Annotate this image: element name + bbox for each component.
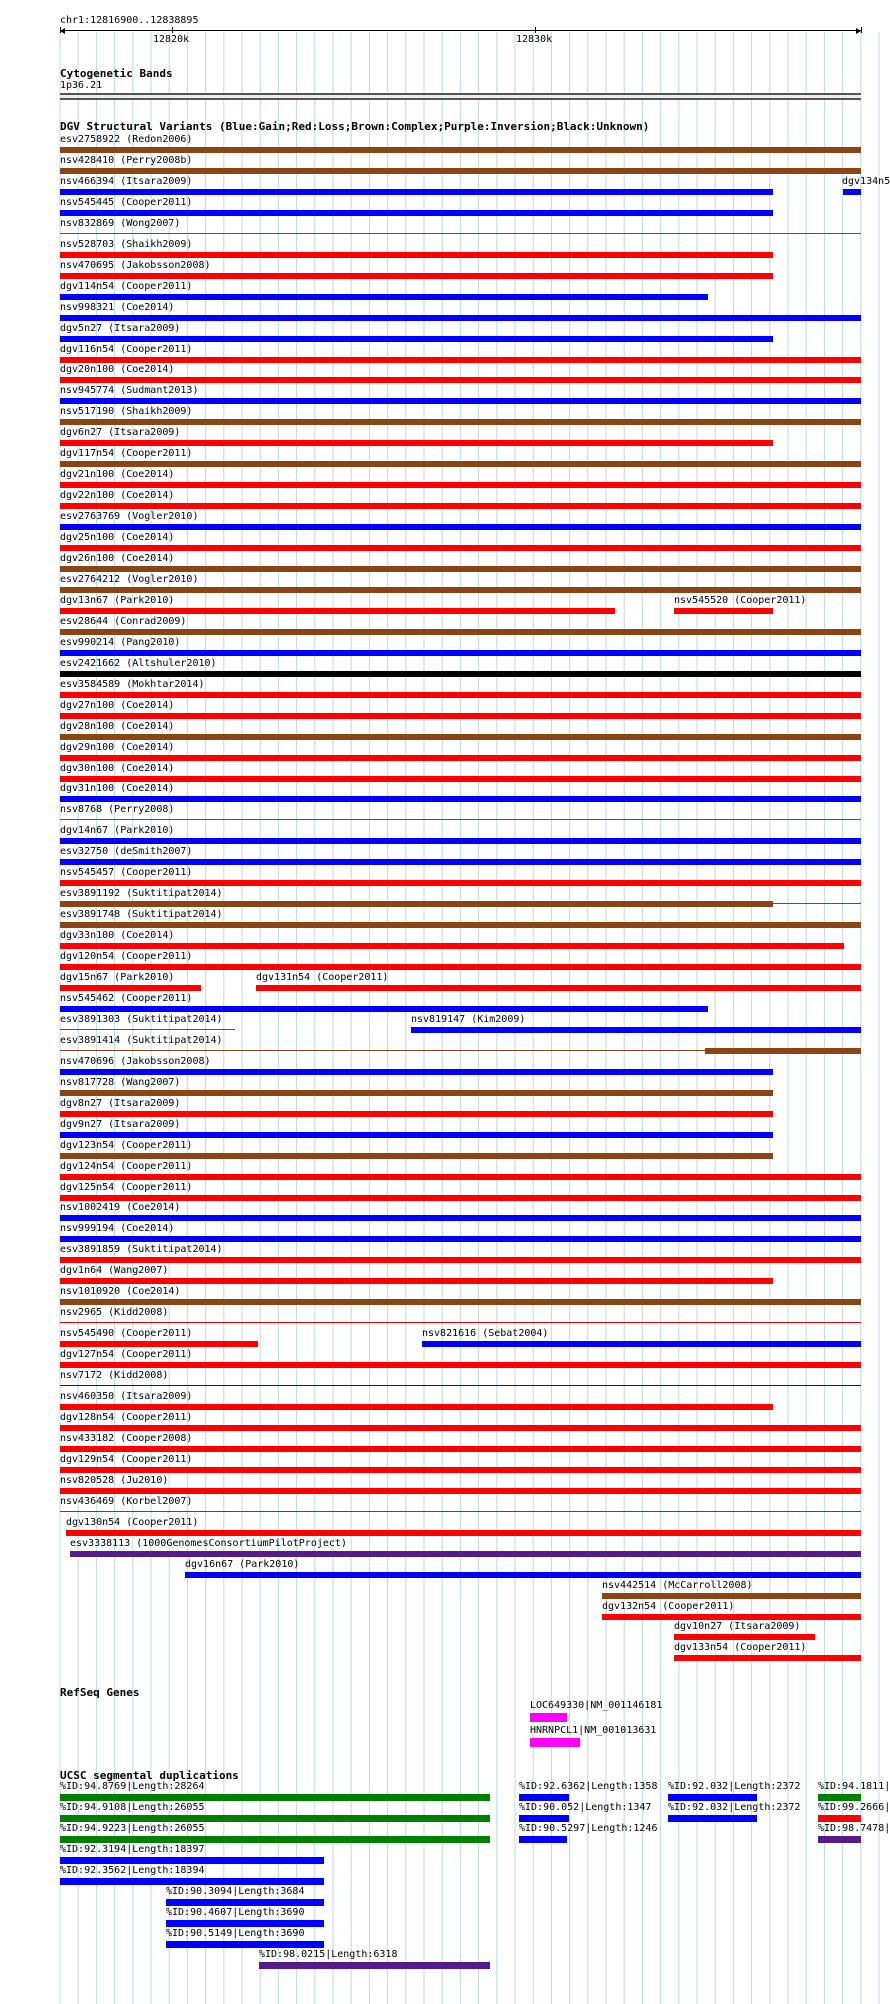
variant-bar[interactable] (602, 1614, 861, 1620)
ruler-axis (60, 30, 861, 31)
variant-bar[interactable] (705, 1048, 861, 1054)
variant-label[interactable]: nsv545457 (Cooper2011) (60, 867, 193, 879)
variant-bar[interactable] (60, 1278, 773, 1284)
variant-bar[interactable] (60, 147, 861, 153)
segdup-track-title: UCSC segmental duplications (60, 1769, 239, 1782)
coordinate-label: chr1:12816900..12838895 (60, 15, 199, 26)
variant-label[interactable]: nsv545445 (Cooper2011) (60, 196, 193, 208)
cytoband-label: 1p36.21 (60, 80, 103, 91)
variant-label[interactable]: dgv25n100 (Coe2014) (60, 532, 175, 544)
variant-bar[interactable] (60, 692, 861, 698)
gene-label[interactable]: HNRNPCL1|NM_001013631 (530, 1725, 657, 1736)
segdup-label[interactable]: %ID:94.8769|Length:28264 (60, 1781, 205, 1792)
variant-label[interactable]: dgv9n27 (Itsara2009) (60, 1118, 181, 1130)
dgv-track-title: DGV Structural Variants (Blue:Gain;Red:Loss;Brown:Complex;Purple:Inversion;Black:Unknown) (60, 120, 650, 133)
variant-label[interactable]: nsv460350 (Itsara2009) (60, 1391, 193, 1402)
variant-bar[interactable] (60, 168, 861, 174)
variant-label[interactable]: dgv28n100 (Coe2014) (60, 720, 175, 732)
variant-label[interactable]: esv2758922 (Redon2006) (60, 134, 193, 145)
variant-bar[interactable] (60, 233, 861, 234)
variant-label[interactable]: esv32750 (deSmith2007) (60, 846, 193, 858)
segdup-label[interactable]: %ID:92.032|Length:2372 (668, 1802, 801, 1813)
variant-label[interactable]: nsv528703 (Shaikh2009) (60, 238, 193, 250)
segdup-label[interactable]: %ID:98.7478| (818, 1823, 890, 1834)
cytoband-track-title: Cytogenetic Bands (60, 67, 173, 80)
variant-label[interactable]: esv3584589 (Mokhtar2014) (60, 678, 205, 690)
segdup-label[interactable]: %ID:94.1811| (818, 1781, 890, 1792)
variant-label[interactable]: nsv436469 (Korbel2007) (60, 1495, 193, 1507)
variant-label[interactable]: dgv123n54 (Cooper2011) (60, 1139, 193, 1151)
variant-bar[interactable] (60, 1425, 861, 1431)
refseq-track-title: RefSeq Genes (60, 1686, 140, 1699)
variant-label[interactable]: nsv470696 (Jakobsson2008) (60, 1055, 211, 1067)
variant-bar[interactable] (60, 901, 773, 907)
variant-bar[interactable] (773, 903, 861, 904)
variant-bar[interactable] (60, 1029, 235, 1030)
variant-label[interactable]: esv2763769 (Vogler2010) (60, 511, 199, 523)
variant-bar[interactable] (60, 357, 861, 363)
segdup-bar[interactable] (818, 1794, 861, 1801)
ruler-tick (861, 27, 862, 33)
variant-bar[interactable] (60, 587, 861, 593)
segdup-bar[interactable] (60, 1794, 490, 1801)
variant-bar[interactable] (60, 336, 773, 342)
tick-label: 12820k (153, 34, 190, 45)
variant-label[interactable]: nsv832869 (Wong2007) (60, 217, 181, 229)
variant-bar[interactable] (60, 294, 708, 300)
variant-label[interactable]: esv3891414 (Suktitipat2014) (60, 1034, 223, 1046)
variant-label[interactable]: dgv132n54 (Cooper2011) (602, 1600, 735, 1612)
variant-label[interactable]: nsv428410 (Perry2008b) (60, 154, 193, 166)
tick-label: 12830k (516, 34, 553, 45)
variant-bar[interactable] (60, 1341, 258, 1347)
variant-label[interactable]: dgv30n100 (Coe2014) (60, 762, 175, 774)
variant-bar[interactable] (60, 880, 861, 886)
segdup-label[interactable]: %ID:90.5149|Length:3690 (166, 1928, 305, 1939)
variant-label[interactable]: nsv2965 (Kidd2008) (60, 1307, 169, 1319)
variant-label[interactable]: dgv5n27 (Itsara2009) (60, 322, 181, 334)
variant-label[interactable]: dgv127n54 (Cooper2011) (60, 1349, 193, 1361)
variant-label[interactable]: nsv433182 (Cooper2008) (60, 1432, 193, 1444)
segdup-label[interactable]: %ID:92.3194|Length:18397 (60, 1844, 205, 1855)
segdup-bar[interactable] (519, 1794, 569, 1801)
variant-label[interactable]: dgv6n27 (Itsara2009) (60, 427, 181, 439)
variant-bar[interactable] (60, 1488, 861, 1494)
variant-bar[interactable] (60, 1195, 861, 1201)
variant-bar[interactable] (60, 398, 861, 404)
variant-label[interactable]: esv990214 (Pang2010) (60, 636, 181, 648)
variant-label[interactable]: nsv998321 (Coe2014) (60, 301, 175, 313)
segdup-label[interactable]: %ID:90.5297|Length:1246 (519, 1823, 658, 1834)
segdup-bar[interactable] (60, 1878, 324, 1885)
variant-bar[interactable] (256, 985, 861, 991)
variant-label[interactable]: nsv442514 (McCarroll2008) (602, 1579, 753, 1591)
variant-label[interactable]: nsv1002419 (Coe2014) (60, 1202, 181, 1214)
variant-bar[interactable] (60, 252, 773, 258)
variant-bar[interactable] (60, 1257, 861, 1263)
variant-label[interactable]: dgv129n54 (Cooper2011) (60, 1453, 193, 1465)
variant-bar[interactable] (60, 629, 861, 635)
variant-label[interactable]: nsv517190 (Shaikh2009) (60, 406, 193, 418)
variant-label[interactable]: nsv945774 (Sudmant2013) (60, 385, 199, 397)
variant-bar[interactable] (60, 1362, 861, 1368)
variant-bar[interactable] (60, 315, 861, 321)
variant-bar[interactable] (60, 482, 861, 488)
variant-label[interactable]: dgv13n67 (Park2010) (60, 594, 175, 606)
variant-bar[interactable] (66, 1530, 861, 1536)
variant-bar[interactable] (60, 1467, 861, 1473)
variant-label[interactable]: dgv16n67 (Park2010) (185, 1558, 300, 1570)
variant-label[interactable]: esv3891859 (Suktitipat2014) (60, 1244, 223, 1256)
variant-label[interactable]: nsv819147 (Kim2009) (411, 1013, 526, 1025)
segdup-label[interactable]: %ID:94.9223|Length:26055 (60, 1823, 205, 1834)
variant-bar[interactable] (60, 273, 773, 279)
variant-bar[interactable] (60, 1069, 773, 1075)
variant-bar[interactable] (602, 1593, 861, 1599)
variant-bar[interactable] (411, 1027, 861, 1033)
variant-label[interactable]: esv3891303 (Suktitipat2014) (60, 1013, 223, 1025)
variant-bar[interactable] (60, 461, 861, 467)
segdup-bar[interactable] (60, 1836, 490, 1843)
segdup-bar[interactable] (259, 1962, 490, 1969)
variant-label[interactable]: dgv26n100 (Coe2014) (60, 553, 175, 564)
variant-label[interactable]: dgv31n100 (Coe2014) (60, 783, 175, 795)
variant-label[interactable]: nsv466394 (Itsara2009) (60, 175, 193, 187)
variant-label[interactable]: nsv821616 (Sebat2004) (422, 1328, 549, 1340)
ruler-tick (172, 27, 173, 33)
variant-bar[interactable] (60, 524, 861, 530)
variant-label[interactable]: esv3891192 (Suktitipat2014) (60, 888, 223, 900)
variant-bar[interactable] (60, 819, 861, 820)
variant-label[interactable]: esv28644 (Conrad2009) (60, 615, 187, 627)
variant-bar[interactable] (60, 1236, 861, 1242)
variant-label[interactable]: dgv120n54 (Cooper2011) (60, 951, 193, 963)
variant-label[interactable]: esv2421662 (Altshuler2010) (60, 657, 217, 669)
variant-label[interactable]: dgv1n64 (Wang2007) (60, 1265, 169, 1277)
segdup-label[interactable]: %ID:90.3094|Length:3684 (166, 1886, 305, 1897)
variant-label[interactable]: nsv817728 (Wang2007) (60, 1076, 181, 1088)
variant-bar[interactable] (60, 419, 861, 425)
variant-label[interactable]: esv3891748 (Suktitipat2014) (60, 909, 223, 921)
variant-bar[interactable] (60, 1153, 773, 1159)
variant-bar[interactable] (60, 503, 861, 509)
variant-bar[interactable] (60, 210, 773, 216)
variant-label[interactable]: dgv10n27 (Itsara2009) (674, 1621, 801, 1633)
variant-bar[interactable] (422, 1341, 861, 1347)
variant-label[interactable]: esv3338113 (1000GenomesConsortiumPilotProject) (70, 1537, 347, 1549)
variant-bar[interactable] (60, 1006, 708, 1012)
variant-label[interactable]: dgv29n100 (Coe2014) (60, 741, 175, 753)
variant-label[interactable]: nsv1010920 (Coe2014) (60, 1286, 181, 1298)
variant-bar[interactable] (60, 859, 861, 865)
segdup-label[interactable]: %ID:92.032|Length:2372 (668, 1781, 801, 1792)
variant-label[interactable]: dgv20n100 (Coe2014) (60, 364, 175, 376)
gene-label[interactable]: LOC649330|NM_001146181 (530, 1700, 663, 1711)
variant-label[interactable]: dgv8n27 (Itsara2009) (60, 1097, 181, 1109)
segdup-label[interactable]: %ID:90.4607|Length:3690 (166, 1907, 305, 1918)
segdup-bar[interactable] (668, 1794, 757, 1801)
variant-bar[interactable] (674, 608, 773, 614)
segdup-label[interactable]: %ID:94.9108|Length:26055 (60, 1802, 205, 1813)
segdup-label[interactable]: %ID:98.0215|Length:6318 (259, 1949, 398, 1960)
segdup-label[interactable]: %ID:92.3562|Length:18394 (60, 1865, 205, 1876)
variant-label[interactable]: dgv114n54 (Cooper2011) (60, 280, 193, 292)
variant-bar[interactable] (60, 1090, 773, 1096)
gene-bar[interactable] (530, 1738, 580, 1747)
segdup-bar[interactable] (818, 1836, 861, 1843)
variant-bar[interactable] (60, 796, 861, 802)
variant-bar[interactable] (60, 838, 861, 844)
segdup-bar[interactable] (166, 1920, 324, 1927)
segdup-bar[interactable] (519, 1815, 569, 1822)
variant-label[interactable]: dgv22n100 (Coe2014) (60, 490, 175, 502)
ruler-tick (60, 27, 61, 33)
variant-bar[interactable] (60, 189, 773, 195)
variant-label[interactable]: dgv128n54 (Cooper2011) (60, 1411, 193, 1423)
variant-label[interactable]: dgv14n67 (Park2010) (60, 825, 175, 837)
variant-bar[interactable] (843, 189, 861, 195)
variant-label[interactable]: nsv470695 (Jakobsson2008) (60, 259, 211, 271)
variant-bar[interactable] (60, 776, 861, 782)
variant-bar[interactable] (60, 734, 861, 740)
variant-label[interactable]: nsv545462 (Cooper2011) (60, 992, 193, 1004)
variant-bar[interactable] (60, 440, 773, 446)
variant-label[interactable]: dgv117n54 (Cooper2011) (60, 448, 193, 460)
variant-bar[interactable] (60, 964, 861, 970)
variant-bar[interactable] (60, 650, 861, 656)
variant-label[interactable]: dgv33n100 (Coe2014) (60, 930, 175, 942)
segdup-label[interactable]: %ID:90.052|Length:1347 (519, 1802, 652, 1813)
segdup-bar[interactable] (818, 1815, 861, 1822)
variant-bar[interactable] (60, 1215, 861, 1221)
variant-label[interactable]: dgv130n54 (Cooper2011) (66, 1516, 199, 1528)
variant-bar[interactable] (60, 608, 615, 614)
variant-bar[interactable] (674, 1655, 861, 1661)
variant-label[interactable]: esv2764212 (Vogler2010) (60, 573, 199, 585)
variant-bar[interactable] (60, 1132, 773, 1138)
variant-bar[interactable] (60, 1446, 861, 1452)
variant-bar[interactable] (60, 713, 861, 719)
variant-bar[interactable] (60, 566, 861, 572)
variant-label[interactable]: dgv131n54 (Cooper2011) (256, 972, 389, 983)
variant-bar[interactable] (60, 545, 861, 551)
segdup-bar[interactable] (166, 1941, 324, 1948)
variant-bar[interactable] (60, 1322, 861, 1323)
variant-label[interactable]: nsv8768 (Perry2008) (60, 804, 175, 816)
variant-bar[interactable] (60, 943, 844, 949)
variant-label[interactable]: nsv999194 (Coe2014) (60, 1223, 175, 1235)
variant-bar[interactable] (60, 1511, 861, 1512)
cytoband-bar[interactable] (60, 93, 861, 100)
variant-label[interactable]: dgv15n67 (Park2010) (60, 972, 175, 983)
variant-label[interactable]: dgv125n54 (Cooper2011) (60, 1181, 193, 1193)
variant-bar[interactable] (60, 671, 861, 677)
variant-label[interactable]: dgv116n54 (Cooper2011) (60, 343, 193, 355)
variant-label[interactable]: nsv7172 (Kidd2008) (60, 1370, 169, 1382)
segdup-bar[interactable] (166, 1899, 324, 1906)
variant-bar[interactable] (60, 985, 201, 991)
variant-bar[interactable] (674, 1634, 815, 1640)
variant-bar[interactable] (60, 1174, 861, 1180)
segdup-bar[interactable] (60, 1857, 324, 1864)
variant-label[interactable]: nsv545490 (Cooper2011) (60, 1328, 193, 1340)
segdup-label[interactable]: %ID:92.6362|Length:1358 (519, 1781, 658, 1792)
variant-bar[interactable] (60, 1385, 861, 1386)
variant-bar[interactable] (60, 922, 861, 928)
variant-label[interactable]: nsv820528 (Ju2010) (60, 1474, 169, 1486)
variant-bar[interactable] (60, 1299, 861, 1305)
segdup-label[interactable]: %ID:99.2666| (818, 1802, 890, 1813)
ruler-tick (535, 27, 536, 33)
variant-bar[interactable] (60, 1404, 773, 1410)
variant-label[interactable]: nsv545520 (Cooper2011) (674, 594, 807, 606)
segdup-bar[interactable] (668, 1815, 757, 1822)
variant-bar[interactable] (185, 1572, 861, 1578)
variant-bar[interactable] (70, 1551, 861, 1557)
variant-bar[interactable] (60, 1111, 773, 1117)
variant-label[interactable]: dgv133n54 (Cooper2011) (674, 1642, 807, 1654)
variant-bar[interactable] (60, 1050, 705, 1051)
variant-bar[interactable] (60, 377, 861, 383)
variant-label[interactable]: dgv27n100 (Coe2014) (60, 699, 175, 711)
variant-label[interactable]: dgv21n100 (Coe2014) (60, 469, 175, 481)
gene-bar[interactable] (530, 1713, 567, 1722)
segdup-bar[interactable] (519, 1836, 567, 1843)
variant-label[interactable]: dgv124n54 (Cooper2011) (60, 1160, 193, 1172)
segdup-bar[interactable] (60, 1815, 490, 1822)
variant-bar[interactable] (60, 755, 861, 761)
variant-label[interactable]: dgv134n5 (842, 175, 890, 187)
